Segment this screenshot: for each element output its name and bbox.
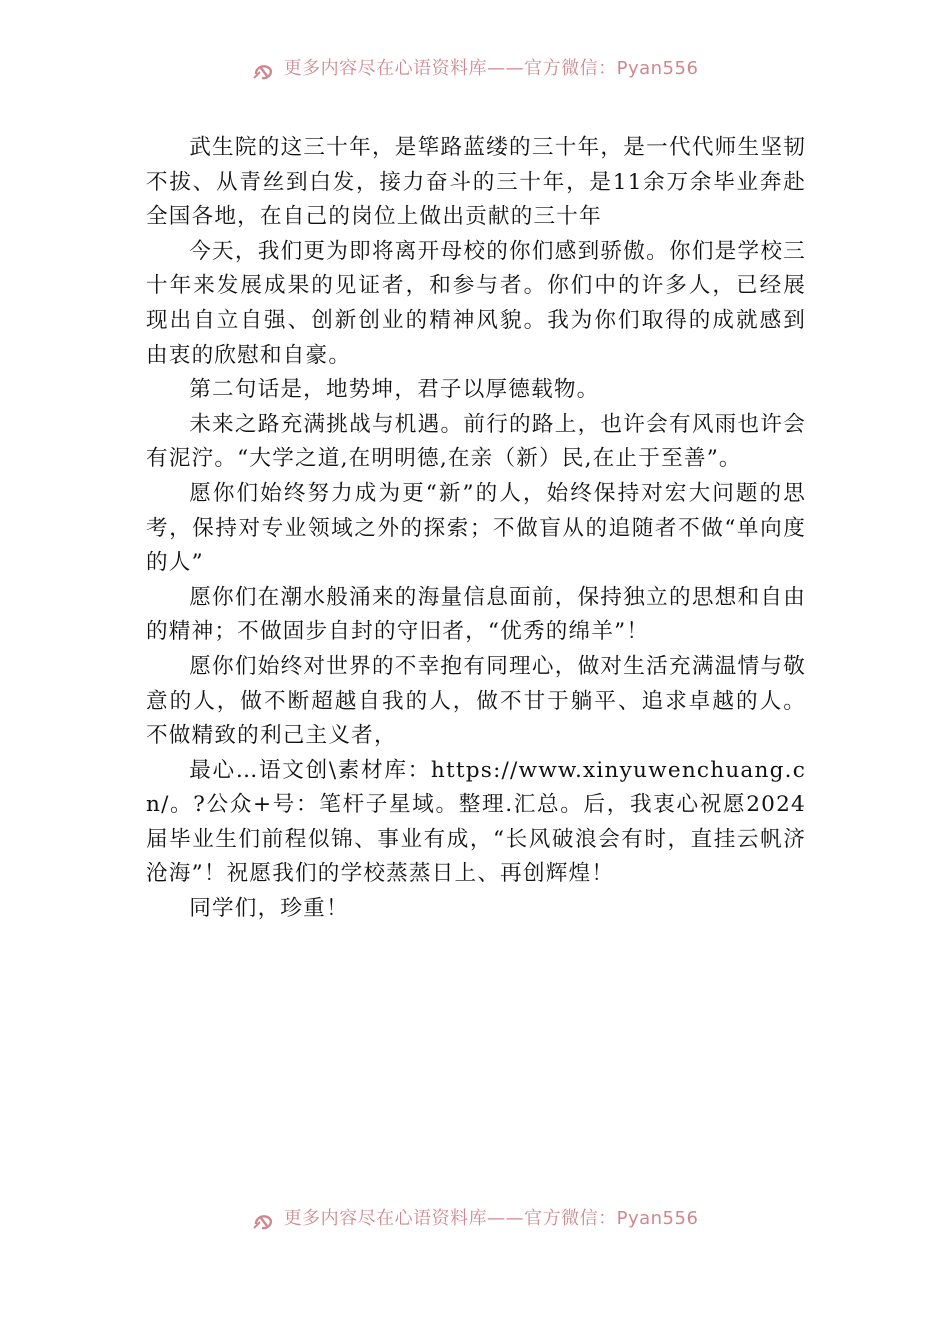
watermark-logo-icon	[252, 60, 278, 82]
paragraph: 武生院的这三十年，是筚路蓝缕的三十年，是一代代师生坚韧不拔、从青丝到白发，接力奋斗的三十年，是11余万余毕业奔赴全国各地，在自己的岗位上做出贡献的三十年	[146, 135, 806, 230]
paragraph: 愿你们始终对世界的不幸抱有同理心，做对生活充满温情与敬意的人，做不断超越自我的人，做不甘于躺平、追求卓越的人。不做精致的利己主义者，	[146, 653, 806, 749]
paragraph: 第二句话是，地势坤，君子以厚德载物。	[189, 377, 600, 403]
paragraph: 同学们，珍重！	[189, 896, 349, 922]
paragraph-with-url: 最心…语文创\素材库：https://www.xinyuwenchuang.cn/。?公众+号：笔杆子星域。整理.汇总。后，我衷心祝愿2024届毕业生们前程似锦、事业有成，“长风破浪会有时，直挂云帆济沧海”！祝愿我们的学校蒸蒸日上、再创辉煌！	[146, 757, 806, 887]
paragraph: 今天，我们更为即将离开母校的你们感到骄傲。你们是学校三十年来发展成果的见证者，和参与者。你们中的许多人，已经展现出自立自强、创新创业的精神风貌。我为你们取得的成就感到由衷的欣慰和自豪。	[146, 238, 806, 368]
watermark-footer	[0, 1206, 950, 1236]
watermark-logo-icon	[252, 1210, 278, 1232]
watermark-header	[0, 56, 950, 86]
watermark-text: 更多内容尽在心语资料库——官方微信：Pyan556	[283, 58, 699, 79]
watermark-text: 更多内容尽在心语资料库——官方微信：Pyan556	[283, 1208, 699, 1229]
paragraph: 愿你们在潮水般涌来的海量信息面前，保持独立的思想和自由的精神；不做固步自封的守旧者，“优秀的绵羊”！	[146, 584, 806, 645]
paragraph: 未来之路充满挑战与机遇。前行的路上，也许会有风雨也许会有泥泞。“大学之道,在明明德,在亲（新）民,在止于至善”。	[146, 411, 806, 472]
document-body	[146, 131, 806, 927]
paragraph: 愿你们始终努力成为更“新”的人，始终保持对宏大问题的思考，保持对专业领域之外的探索；不做盲从的追随者不做“单向度的人”	[146, 480, 806, 576]
